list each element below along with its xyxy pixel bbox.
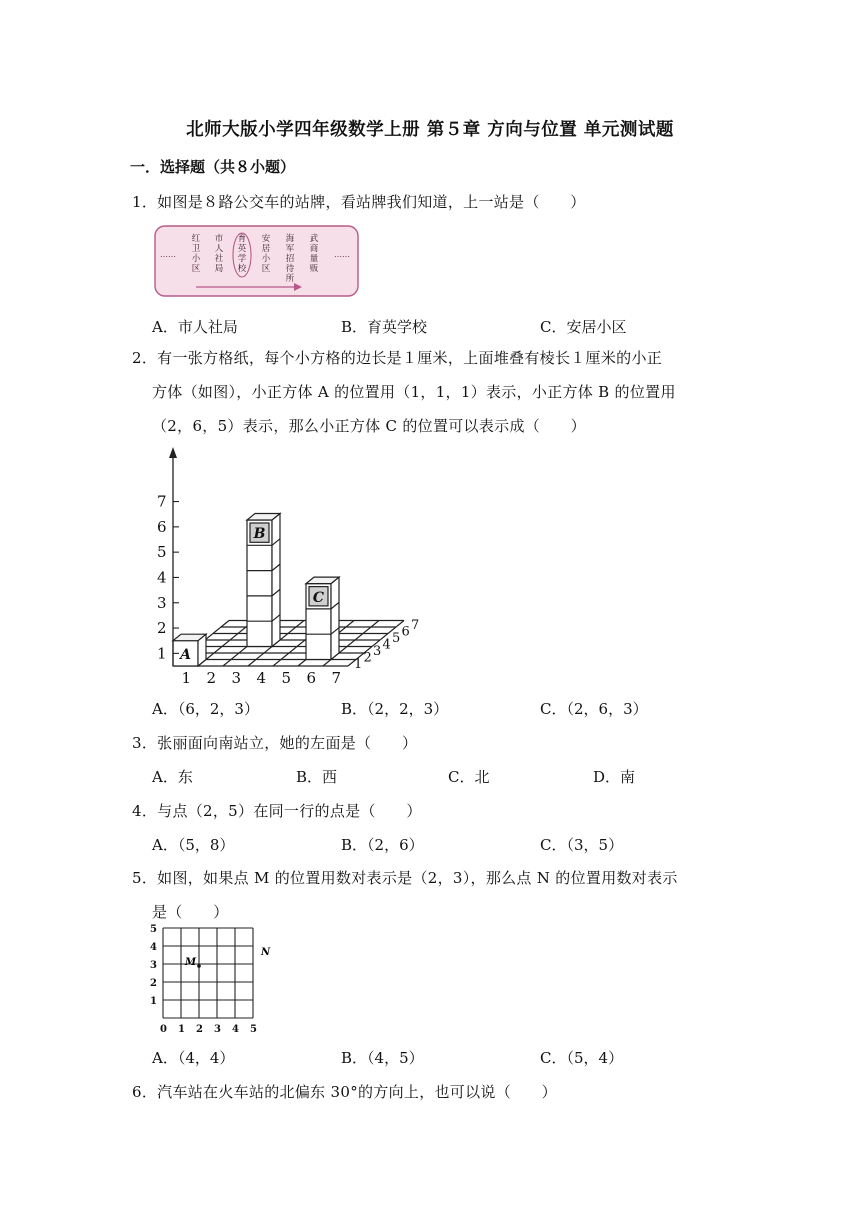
row-axis-label: 1 — [354, 657, 363, 672]
bus-stop-char: 小 — [261, 254, 271, 264]
bus-stop-char: 商 — [309, 244, 319, 254]
column-axis-label: 2 — [206, 669, 217, 687]
q1-option-c[interactable]: C．安居小区 — [540, 318, 627, 336]
height-axis-label: 7 — [157, 492, 167, 511]
question-5-line-2: 是（ ） — [152, 903, 229, 921]
bus-stop-char: 局 — [214, 264, 224, 274]
column-axis-label: 3 — [231, 669, 242, 687]
q5-option-c[interactable]: C．（5，4） — [540, 1049, 624, 1067]
q3-option-b[interactable]: B．西 — [296, 768, 338, 786]
bus-stop-name — [238, 233, 247, 274]
row-axis-label: 7 — [411, 618, 420, 633]
coordinate-grid-figure — [146, 924, 276, 1038]
point-m-label: M — [185, 957, 197, 968]
grid-y-label: 5 — [150, 924, 157, 935]
point-m-marker — [197, 964, 201, 968]
grid-x-label: 5 — [250, 1024, 257, 1035]
bus-stop-name — [310, 233, 319, 274]
grid-x-label: 2 — [196, 1024, 203, 1035]
stop-dots-right: …… — [334, 250, 350, 259]
bus-stop-char: 区 — [191, 264, 201, 274]
bus-stop-char: 海 — [285, 234, 295, 244]
height-axis-label: 4 — [157, 568, 167, 587]
bus-stop-char: 校 — [237, 264, 247, 274]
q2-option-a[interactable]: A．（6，2，3） — [152, 700, 259, 718]
q4-option-c[interactable]: C．（3，5） — [540, 836, 624, 854]
height-axis-label: 6 — [157, 517, 167, 536]
bus-stop-char: 贩 — [309, 264, 319, 274]
bus-stop-char: 招 — [285, 254, 295, 264]
q1-option-b[interactable]: B．育英学校 — [341, 318, 428, 336]
bus-stop-name — [262, 233, 271, 274]
bus-stop-char: 所 — [285, 274, 295, 284]
height-axis-label: 1 — [157, 644, 167, 663]
grid-x-label: 4 — [232, 1024, 239, 1035]
bus-stop-char: 红 — [191, 234, 201, 244]
q5-option-a[interactable]: A．（4，4） — [152, 1049, 235, 1067]
row-axis-label: 4 — [382, 637, 391, 653]
question-2-line-2: 方体（如图），小正方体 A 的位置用（1，1，1）表示，小正方体 B 的位置用 — [152, 383, 676, 401]
bus-stop-char: 育 — [237, 234, 247, 244]
grid-x-label: 3 — [214, 1024, 221, 1035]
column-axis-label: 6 — [306, 669, 317, 687]
bus-stop-char: 量 — [309, 254, 319, 264]
grid-x-label: 1 — [178, 1024, 185, 1035]
grid-y-label: 4 — [150, 942, 157, 953]
grid-y-label: 1 — [150, 996, 157, 1007]
axis-arrow-icon — [169, 447, 177, 458]
bus-stop-char: 社 — [214, 254, 224, 264]
q3-option-c[interactable]: C．北 — [448, 768, 490, 786]
cube-label: B — [253, 526, 266, 543]
question-2-line-1: 2．有一张方格纸，每个小方格的边长是１厘米，上面堆叠有棱长１厘米的小正 — [132, 349, 663, 367]
q2-option-b[interactable]: B．（2，2，3） — [341, 700, 449, 718]
row-axis-label: 5 — [392, 631, 401, 646]
q3-option-d[interactable]: D．南 — [593, 768, 636, 786]
question-2-line-3: （2，6，5）表示，那么小正方体 C 的位置可以表示成（ ） — [152, 417, 586, 435]
question-6-stem: 6．汽车站在火车站的北偏东 30°的方向上，也可以说（ ） — [132, 1083, 557, 1101]
q4-option-a[interactable]: A．（5，8） — [152, 836, 235, 854]
bus-stop-char: 居 — [261, 244, 271, 254]
column-axis-label: 7 — [331, 669, 342, 687]
bus-stop-name — [215, 233, 224, 274]
column-axis-label: 5 — [281, 669, 292, 687]
grid-x-label: 0 — [160, 1024, 167, 1035]
height-axis-label: 2 — [157, 619, 167, 638]
bus-stop-char: 武 — [309, 234, 319, 244]
bus-stop-char: 安 — [261, 234, 271, 244]
row-axis-label: 3 — [373, 644, 382, 659]
q5-option-b[interactable]: B．（4，5） — [341, 1049, 424, 1067]
height-axis-label: 5 — [157, 543, 167, 562]
cube-label: C — [312, 589, 325, 606]
bus-stop-char: 学 — [237, 254, 247, 264]
question-1-stem: 1．如图是８路公交车的站牌，看站牌我们知道，上一站是（ ） — [132, 193, 586, 211]
column-axis-label: 1 — [181, 669, 192, 687]
bus-stop-sign — [154, 224, 360, 300]
bus-stop-char: 英 — [237, 244, 247, 254]
bus-stop-char: 待 — [285, 264, 295, 274]
q2-option-c[interactable]: C．（2，6，3） — [540, 700, 648, 718]
cube-stack-figure — [148, 444, 420, 690]
bus-stop-char: 人 — [214, 244, 224, 254]
question-4-stem: 4．与点（2，5）在同一行的点是（ ） — [132, 802, 422, 820]
height-axis-label: 3 — [157, 593, 167, 612]
q3-option-a[interactable]: A．东 — [152, 768, 193, 786]
row-axis-label: 6 — [401, 624, 410, 640]
section-heading: 一．选择题（共８小题） — [130, 158, 296, 176]
bus-stop-name — [286, 233, 295, 284]
bus-stop-char: 市 — [214, 234, 224, 244]
bus-stop-char: 军 — [285, 244, 295, 254]
grid-y-label: 2 — [150, 978, 157, 989]
bus-stop-char: 小 — [191, 254, 201, 264]
stop-dots-left: …… — [160, 250, 176, 259]
question-5-line-1: 5．如图，如果点 M 的位置用数对表示是（2，3），那么点 N 的位置用数对表示 — [132, 869, 678, 887]
cube-label: A — [180, 646, 191, 663]
row-axis-label: 2 — [363, 650, 372, 666]
bus-stop-name — [192, 233, 201, 274]
point-n-label: N — [261, 947, 271, 958]
page-title: 北师大版小学四年级数学上册 第５章 方向与位置 单元测试题 — [186, 120, 674, 140]
bus-stop-char: 区 — [261, 264, 271, 274]
bus-stop-char: 卫 — [191, 244, 201, 254]
question-3-stem: 3．张丽面向南站立，她的左面是（ ） — [132, 734, 418, 752]
column-axis-label: 4 — [256, 669, 267, 687]
q1-option-a[interactable]: A．市人社局 — [152, 318, 238, 336]
q4-option-b[interactable]: B．（2，6） — [341, 836, 424, 854]
grid-y-label: 3 — [150, 960, 157, 971]
